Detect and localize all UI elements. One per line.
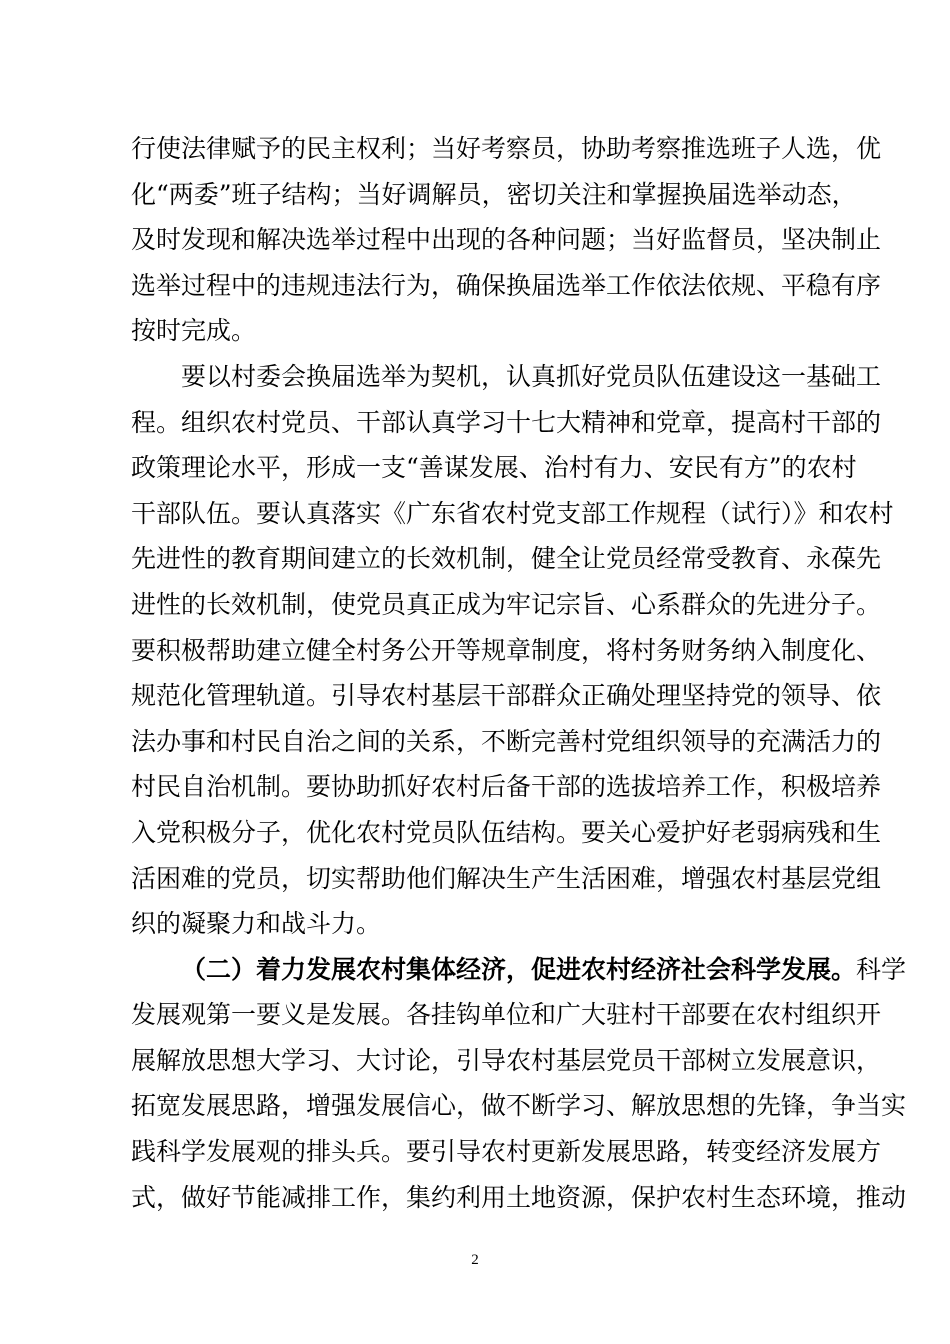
text-line: 要以村委会换届选举为契机，认真抓好党员队伍建设这一基础工 [181, 361, 882, 391]
text-line: 践科学发展观的排头兵。要引导农村更新发展思路，转变经济发展方 [131, 1137, 882, 1167]
text-line: 化“两委”班子结构；当好调解员，密切关注和掌握换届选举动态， [131, 179, 857, 209]
text-line: 进性的长效机制，使党员真正成为牢记宗旨、心系群众的先进分子。 [131, 589, 882, 619]
body-text [131, 126, 907, 1220]
page-number: 2 [471, 1252, 479, 1268]
text-line: 拓宽发展思路，增强发展信心，做不断学习、解放思想的先锋，争当实 [131, 1091, 907, 1121]
text-line: 活困难的党员，切实帮助他们解决生产生活困难，增强农村基层党组 [131, 863, 882, 893]
text-line: 法办事和村民自治之间的关系，不断完善村党组织领导的充满活力的 [131, 726, 882, 756]
text-line: 展解放思想大学习、大讨论，引导农村基层党员干部树立发展意识， [131, 1045, 882, 1075]
text-line: 织的凝聚力和战斗力。 [131, 909, 382, 939]
paragraph-2 [131, 354, 894, 947]
text-line: 行使法律赋予的民主权利；当好考察员，协助考察推选班子人选，优 [131, 134, 882, 163]
text-line: 要积极帮助建立健全村务公开等规章制度，将村务财务纳入制度化、 [131, 635, 882, 665]
text-line: 政策理论水平，形成一支“善谋发展、治村有力、安民有方”的农村 [131, 453, 857, 483]
section-heading-line [131, 947, 907, 993]
text-line: 先进性的教育期间建立的长效机制，健全让党员经常受教育、永葆先 [131, 544, 882, 574]
text-line: 规范化管理轨道。引导农村基层干部群众正确处理坚持党的领导、依 [131, 681, 882, 711]
text-line: 按时完成。 [131, 316, 257, 346]
text-line: 干部队伍。要认真落实《广东省农村党支部工作规程（试行）》和农村 [131, 498, 894, 528]
text-line: 式，做好节能减排工作，集约利用土地资源，保护农村生态环境，推动 [131, 1182, 907, 1212]
paragraph-1 [131, 126, 882, 354]
text-line: 选举过程中的违规违法行为，确保换届选举工作依法依规、平稳有序 [131, 270, 882, 300]
heading-line-rest: 科学 [856, 954, 907, 984]
text-line: 入党积极分子，优化农村党员队伍结构。要关心爱护好老弱病残和生 [131, 817, 882, 847]
text-line: 村民自治机制。要协助抓好农村后备干部的选拔培养工作，积极培养 [131, 772, 882, 802]
text-line: 及时发现和解决选举过程中出现的各种问题；当好监督员，坚决制止 [131, 225, 882, 255]
paragraph-3 [131, 947, 907, 1221]
text-line: 发展观第一要义是发展。各挂钩单位和广大驻村干部要在农村组织开 [131, 1000, 882, 1030]
text-line: 程。组织农村党员、干部认真学习十七大精神和党章，提高村干部的 [131, 407, 882, 437]
section-heading: （二）着力发展农村集体经济，促进农村经济社会科学发展。 [181, 954, 857, 984]
